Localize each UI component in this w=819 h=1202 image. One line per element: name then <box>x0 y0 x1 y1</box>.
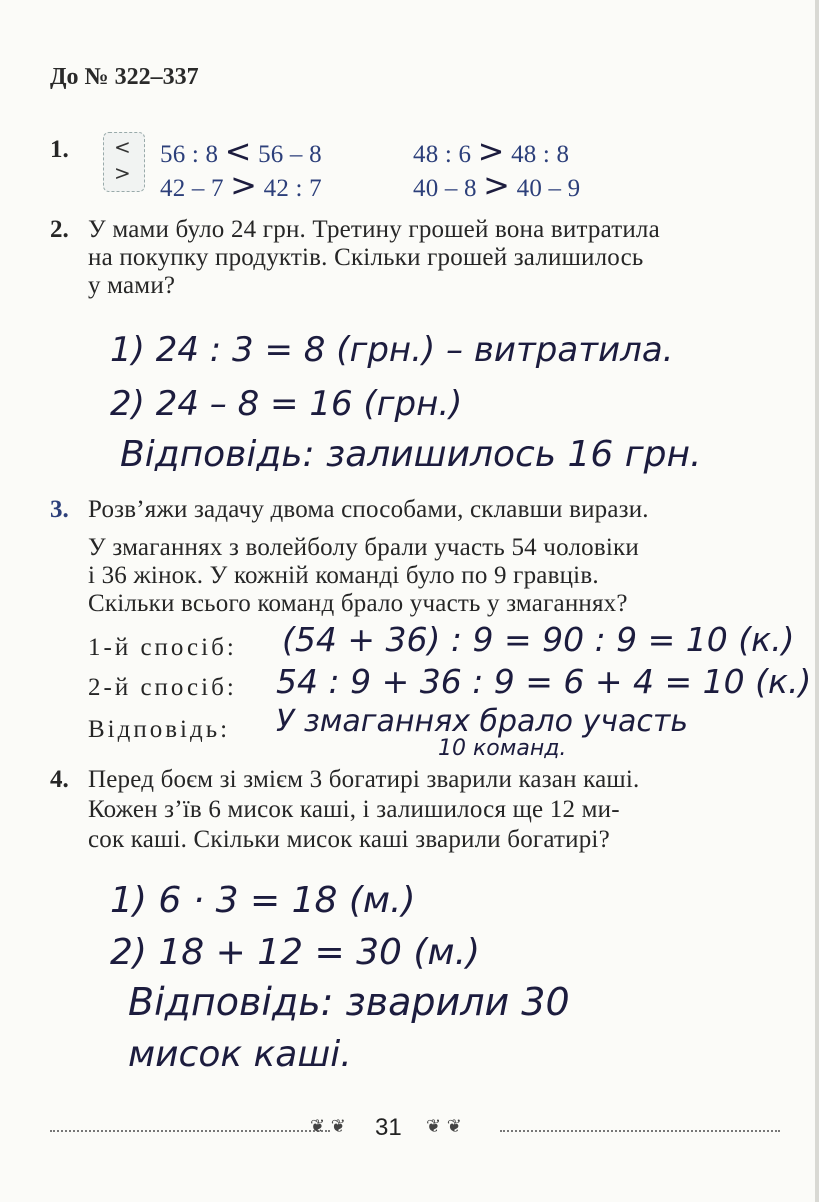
t3-text-line-2: і 36 жінок. У кожній команді було по 9 гравців. <box>88 562 599 589</box>
t1-row1-right: 48 : 6 > 48 : 8 <box>413 132 570 170</box>
footer-ornament-left-icon: ❦ ❦ <box>310 1116 346 1137</box>
t3-answer-label: Відповідь: <box>88 716 231 743</box>
page-footer <box>40 1114 780 1144</box>
t4-text-line-2: Кожен з’їв 6 мисок каші, і залишилося ще 12 ми- <box>88 796 620 823</box>
footer-dotted-rule-left <box>50 1130 330 1132</box>
task-4-number: 4. <box>50 766 69 793</box>
t1-row1-left: 56 : 8 < 56 – 8 <box>160 132 322 170</box>
t3-way2-answer: 54 : 9 + 36 : 9 = 6 + 4 = 10 (к.) <box>276 662 812 701</box>
t3-text-line-1: У змаганнях з волейболу брали участь 54 чоловіки <box>88 534 639 561</box>
t1-row2-left: 42 – 7 > 42 : 7 <box>160 166 322 204</box>
footer-ornament-right-icon: ❦ ❦ <box>426 1116 462 1137</box>
t1-row2-right: 40 – 8 > 40 – 9 <box>413 166 581 204</box>
t4-answer-line-2: мисок каші. <box>128 1034 352 1075</box>
task-1-number: 1. <box>50 136 69 163</box>
task-3-number: 3. <box>50 496 69 523</box>
t3-answer-line-1: У змаганнях брало участь <box>276 704 689 739</box>
footer-dotted-rule-right <box>500 1130 780 1132</box>
t2-solution-step-2: 2) 24 – 8 = 16 (грн.) <box>110 384 463 424</box>
less-than-sign: < <box>114 135 131 159</box>
t3-way1-label: 1-й спосіб: <box>88 634 237 661</box>
t4-answer-line-1: Відповідь: зварили 30 <box>128 980 570 1024</box>
t4-solution-step-2: 2) 18 + 12 = 30 (м.) <box>110 932 481 973</box>
t3-way1-answer: (54 + 36) : 9 = 90 : 9 = 10 (к.) <box>282 620 795 659</box>
page-edge <box>815 0 819 1202</box>
page-heading: До № 322–337 <box>50 64 199 90</box>
t4-solution-step-1: 1) 6 · 3 = 18 (м.) <box>110 880 416 921</box>
comparison-signs-box <box>103 132 145 192</box>
t4-text-line-1: Перед боєм зі змієм 3 богатирі зварили казан каші. <box>88 766 640 793</box>
task-2-number: 2. <box>50 216 69 243</box>
t3-way2-label: 2-й спосіб: <box>88 674 237 701</box>
t2-solution-step-1: 1) 24 : 3 = 8 (грн.) – витратила. <box>110 330 674 370</box>
t2-text-line-1: У мами було 24 грн. Третину грошей вона витратила <box>88 216 660 243</box>
t4-text-line-3: сок каші. Скільки мисок каші зварили богатирі? <box>88 826 610 853</box>
t3-instruction: Розв’яжи задачу двома способами, склавши вирази. <box>88 496 649 523</box>
t2-text-line-2: на покупку продуктів. Скільки грошей залишилось <box>88 244 644 271</box>
greater-than-sign: > <box>114 161 131 185</box>
t3-text-line-3: Скільки всього команд брало участь у змаганнях? <box>88 590 628 617</box>
page-number: 31 <box>375 1114 402 1141</box>
t2-text-line-3: у мами? <box>88 272 176 299</box>
t2-answer: Відповідь: залишилось 16 грн. <box>120 434 702 475</box>
t3-answer-line-2: 10 команд. <box>438 736 567 761</box>
